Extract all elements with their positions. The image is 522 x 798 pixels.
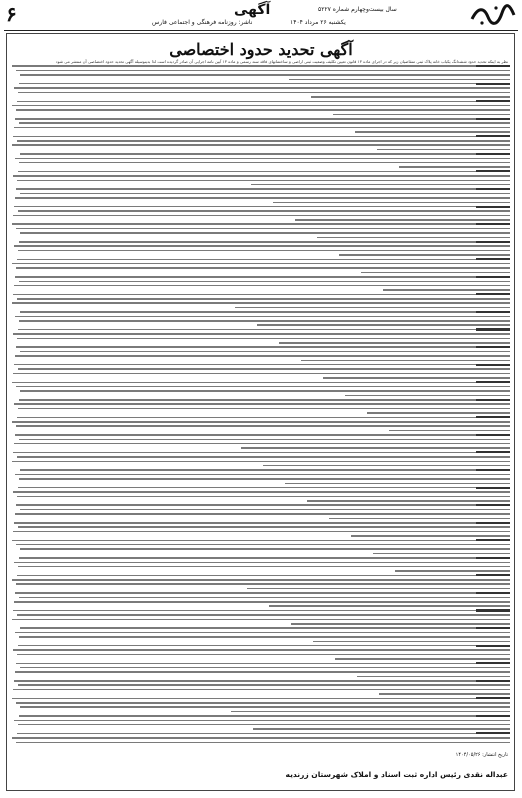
- illegible-text-line: [12, 740, 510, 744]
- page-number: ۶: [6, 2, 17, 26]
- notice-intro: نظر به اینکه تحدید حدود ششدانگ یکباب خانه پلاک ثبتی متقاضیان زیر که در اجرای ماده ۱۳ قانون تعیین تکلیف وضعیت ثبتی اراضی و ساختمانهای فاقد سند رسمی و ماده ۱۳ آیین نامه اجرایی آن صادر گردیده است لذا بدینوسیله آگهی تحدید حدود اختصاصی آن منتشر می شود: [55, 59, 508, 64]
- masthead: [0, 0, 522, 30]
- notice-body: [12, 64, 510, 746]
- publication-date: تاریخ انتشار: ۱۴۰۴/۰۵/۲۶: [455, 752, 508, 758]
- signature: عبداله نقدی رئیس اداره ثبت اسناد و املاک شهرستان زرندیه: [285, 770, 508, 779]
- tagline: ناشر: روزنامه فرهنگی و اجتماعی فارس: [152, 19, 253, 26]
- date-line: یکشنبه ۲۶ مرداد ۱۴۰۴: [290, 19, 346, 26]
- issue-line: سال بیست‌وچهارم شماره ۵۲۲۷: [318, 6, 397, 13]
- notice-title: آگهی تحدید حدود اختصاصی: [169, 40, 353, 59]
- newspaper-logo: [470, 3, 516, 27]
- header-rule: [4, 30, 518, 31]
- section-title: آگهی: [234, 2, 271, 18]
